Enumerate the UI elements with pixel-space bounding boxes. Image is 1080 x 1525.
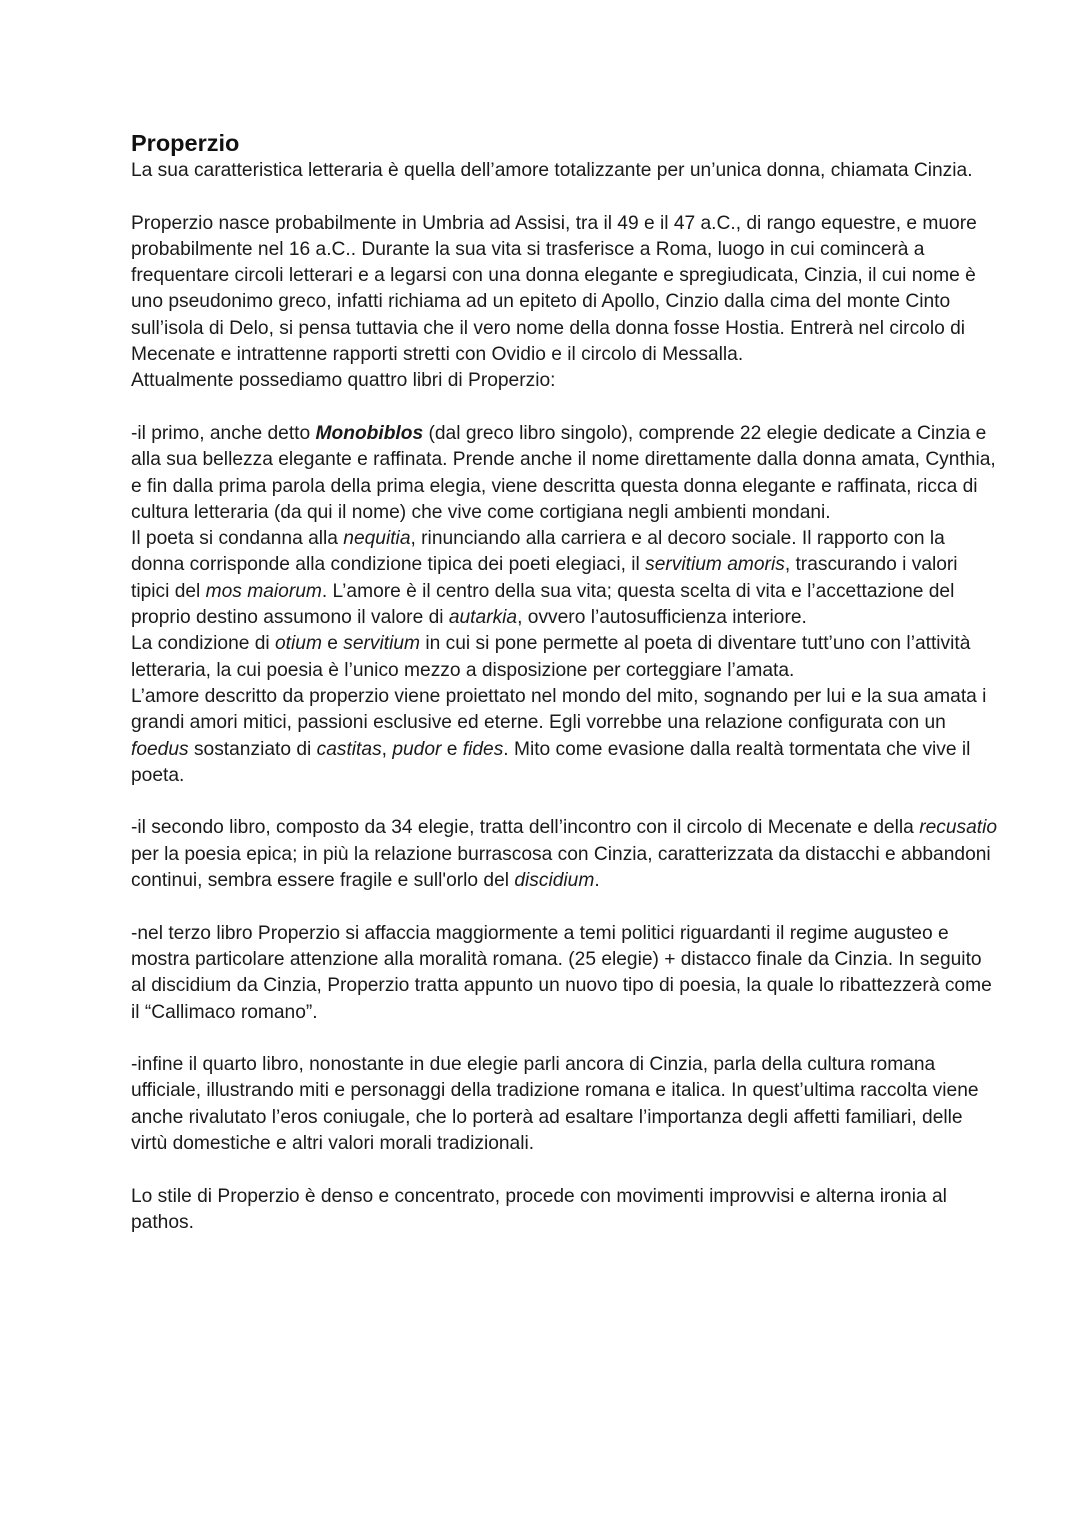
paragraph-spacer bbox=[131, 184, 1001, 210]
latin-term: fides bbox=[462, 738, 504, 760]
latin-term: pudor bbox=[392, 738, 442, 760]
paragraph-spacer bbox=[131, 1157, 1001, 1183]
text-run: sostanziato di bbox=[188, 738, 317, 760]
emphasis-term: Monobiblos bbox=[315, 422, 424, 444]
text-run: , ovvero l’autosufficienza interiore. bbox=[517, 607, 807, 629]
latin-term: servitium amoris bbox=[645, 554, 785, 576]
text-run: -il secondo libro, composto da 34 elegie, tratta dell’incontro con il circolo di Mecenate e della bbox=[131, 817, 920, 839]
latin-term: servitium bbox=[343, 633, 421, 655]
text-run: . bbox=[594, 870, 600, 892]
text-run: , trascurando i valori tipici del bbox=[131, 554, 958, 602]
text-run: e bbox=[441, 738, 463, 760]
style-paragraph: Lo stile di Properzio è denso e concentrato, procede con movimenti improvvisi e alterna ironia al pathos. bbox=[131, 1185, 947, 1233]
latin-term: otium bbox=[275, 633, 322, 655]
biography-paragraph: Properzio nasce probabilmente in Umbria ad Assisi, tra il 49 e il 47 a.C., di rango equestre, e muore probabilmente nel 16 a.C.. Durante la sua vita si trasferisce a Roma, luogo in cui comincerà a frequentare circoli letterari e a legarsi con una donna elegante e spregiudicata, Cinzia, il cui nome è uno pseudonimo greco, infatti richiama ad un epiteto di Apollo, Cinzio dalla cima del monte Cinto sull’isola di Delo, si pensa tuttavia che il vero nome della donna fosse Hostia. Entrerà nel circolo di Mecenate e intrattenne rapporti stretti con Ovidio e il circolo di Messalla. bbox=[131, 212, 977, 366]
books-intro-paragraph: Attualmente possediamo quattro libri di Properzio: bbox=[131, 370, 556, 392]
paragraph-spacer bbox=[131, 789, 1001, 815]
text-run: L’amore descritto da properzio viene proiettato nel mondo del mito, sognando per lui e la sua amata i grandi amori mitici, passioni esclusive ed eterne. Egli vorrebbe una relazione configurata con un bbox=[131, 685, 987, 734]
latin-term: castitas bbox=[316, 738, 382, 760]
latin-term: foedus bbox=[131, 738, 189, 760]
latin-term: mos maiorum bbox=[205, 580, 322, 602]
text-run: in cui si pone permette al poeta di diventare tutt’uno con l’attività letteraria, la cui poesia è l’unico mezzo a disposizione per corteggiare l’amata. bbox=[131, 633, 971, 681]
text-run: per la poesia epica; in più la relazione burrascosa con Cinzia, caratterizzata da distacchi e abbandoni continui, sembra essere fragile e sull'orlo del bbox=[131, 843, 991, 892]
paragraph-spacer bbox=[131, 1026, 1001, 1052]
book1-paragraph bbox=[131, 421, 1001, 526]
latin-term: discidium bbox=[514, 870, 595, 892]
text-run: , rinunciando alla carriera e al decoro sociale. Il rapporto con la donna corrisponde alla condizione tipica dei poeti elegiaci, il bbox=[131, 528, 945, 576]
text-run: , bbox=[381, 738, 393, 760]
text-run: -il primo, anche detto bbox=[131, 422, 316, 444]
text-run: La condizione di bbox=[131, 633, 276, 655]
book3-paragraph: -nel terzo libro Properzio si affaccia maggiormente a temi politici riguardanti il regime augusteo e mostra particolare attenzione alla moralità romana. (25 elegie) + distacco finale da Cinzia. In seguito al discidium da Cinzia, Properzio tratta appunto un nuovo tipo di poesia, la quale lo ribattezzerà come il “Callimaco romano”. bbox=[131, 922, 992, 1023]
book1-nequitia-paragraph bbox=[131, 526, 1001, 631]
page-title: Properzio bbox=[131, 130, 240, 156]
paragraph-spacer bbox=[131, 894, 1001, 920]
text-run: . Mito come evasione dalla realtà tormentata che vive il poeta. bbox=[131, 738, 971, 786]
intro-paragraph: La sua caratteristica letteraria è quella dell’amore totalizzante per un’unica donna, chiamata Cinzia. bbox=[131, 160, 973, 181]
book4-paragraph: -infine il quarto libro, nonostante in due elegie parli ancora di Cinzia, parla della cultura romana ufficiale, illustrando miti e personaggi della tradizione romana e italica. In quest’ultima raccolta viene anche rivalutato l’eros coniugale, che lo porterà ad esaltare l’importanza degli affetti familiari, delle virtù domestiche e altri valori morali tradizionali. bbox=[131, 1054, 979, 1154]
text-run: . L’amore è il centro della sua vita; questa scelta di vita e l’accettazione del proprio destino assumono il valore di bbox=[131, 580, 955, 629]
book2-paragraph bbox=[131, 815, 1001, 894]
text-run: (dal greco libro singolo), comprende 22 elegie dedicate a Cinzia e alla sua bellezza elegante e raffinata. Prende anche il nome direttamente dalla donna amata, Cynthia, e fin dalla prima parola della prima elegia, viene descritta questa donna elegante e raffinata, ricca di cultura letteraria (da qui il nome) che vive come cortigiana negli ambienti mondani. bbox=[131, 422, 996, 523]
text-run: e bbox=[321, 633, 344, 655]
paragraph-spacer bbox=[131, 395, 1001, 421]
text-run: Il poeta si condanna alla bbox=[131, 528, 344, 550]
latin-term: recusatio bbox=[919, 817, 998, 839]
latin-term: autarkia bbox=[448, 607, 518, 629]
book1-otium-paragraph bbox=[131, 631, 1001, 684]
document-body bbox=[131, 128, 1001, 1236]
latin-term: nequitia bbox=[343, 528, 411, 550]
book1-myth-paragraph bbox=[131, 684, 1001, 789]
